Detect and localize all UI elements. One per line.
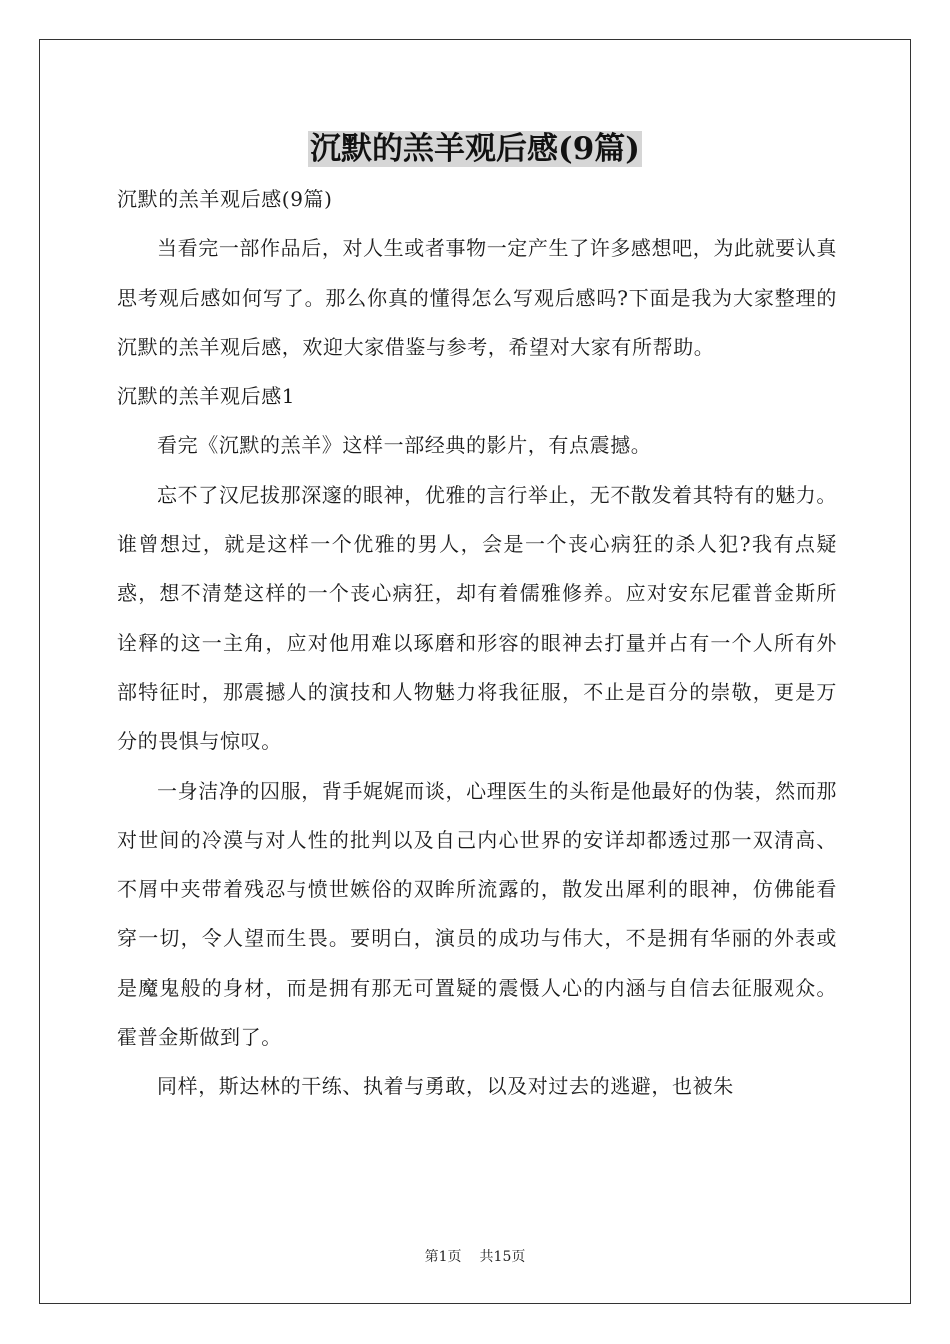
paragraph-intro: 当看完一部作品后，对人生或者事物一定产生了许多感想吧，为此就要认真思考观后感如何写了。那么你真的懂得怎么写观后感吗?下面是我为大家整理的沉默的羔羊观后感，欢迎大家借鉴与参考，希望对大家有所帮助。 [117,236,837,359]
document-title-text: 沉默的羔羊观后感(9篇) [310,131,640,167]
document-title [0,120,950,178]
paragraph: 看完《沉默的羔羊》这样一部经典的影片，有点震撼。 [157,433,652,458]
section-heading-1: 沉默的羔羊观后感1 [117,384,296,409]
page-number: 第1页 [424,1249,462,1265]
paragraph: 一身洁净的囚服，背手娓娓而谈，心理医生的头衔是他最好的伪装，然而那对世间的冷漠与对人性的批判以及自己内心世界的安详却都透过那一双清高、不屑中夹带着残忍与愤世嫉俗的双眸所流露的，散发出犀利的眼神，仿佛能看穿一切，令人望而生畏。要明白，演员的成功与伟大，不是拥有华丽的外表或是魔鬼般的身材，而是拥有那无可置疑的震慑人心的内涵与自信去征服观众。霍普金斯做到了。 [117,778,837,1050]
page-total: 共15页 [479,1249,526,1265]
paragraph: 忘不了汉尼拔那深邃的眼神，优雅的言行举止，无不散发着其特有的魅力。谁曾想过，就是这样一个优雅的男人，会是一个丧心病狂的杀人犯?我有点疑惑，想不清楚这样的一个丧心病狂，却有着儒雅修养。应对安东尼霍普金斯所诠释的这一主角，应对他用难以琢磨和形容的眼神去打量并占有一个人所有外部特征时，那震撼人的演技和人物魅力将我征服，不止是百分的崇敬，更是万分的畏惧与惊叹。 [117,482,837,754]
paragraph-subtitle: 沉默的羔羊观后感(9篇) [117,187,333,211]
document-body [117,175,837,1112]
paragraph: 同样，斯达林的干练、执着与勇敢，以及对过去的逃避，也被朱 [157,1074,734,1099]
page-footer [0,1246,950,1266]
